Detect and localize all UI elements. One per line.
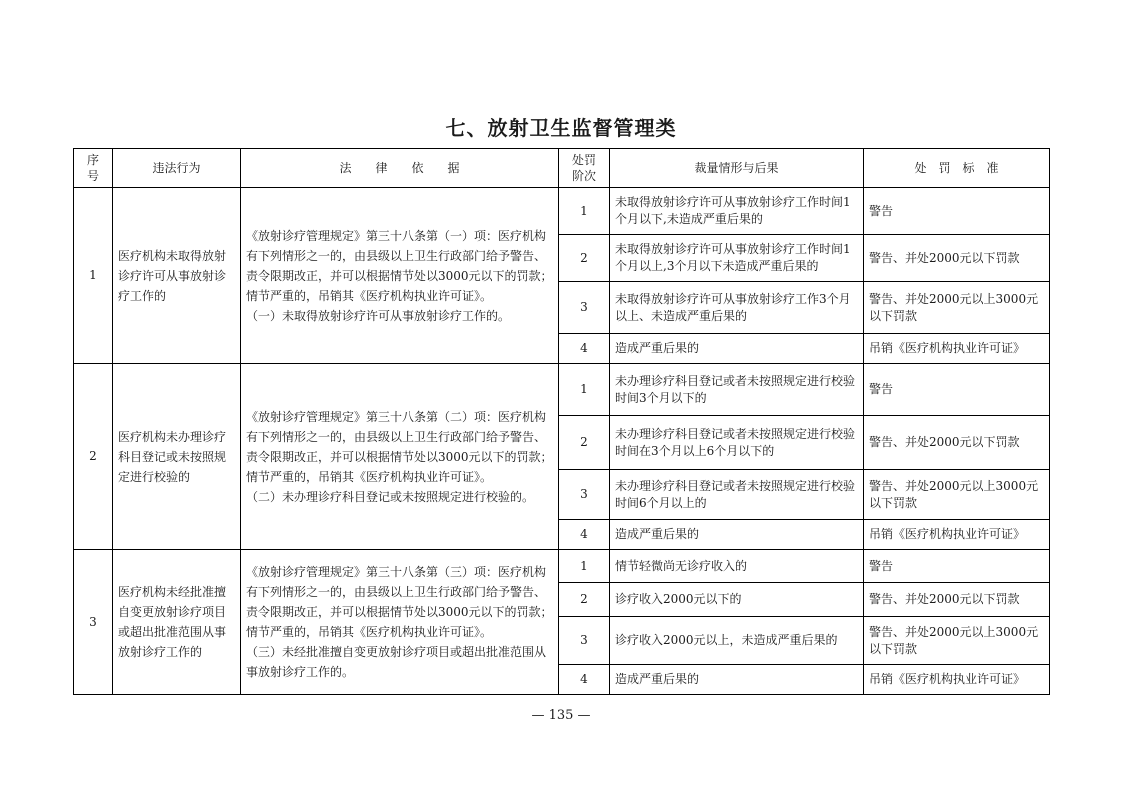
penalty-standard-cell: 警告、并处2000元以上3000元以下罚款 (864, 617, 1050, 665)
header-circumstance: 裁量情形与后果 (610, 149, 864, 188)
penalty-standard-cell: 警告、并处2000元以上3000元以下罚款 (864, 470, 1050, 520)
circumstance-cell: 未办理诊疗科目登记或者未按照规定进行校验时间在3个月以上6个月以下的 (610, 416, 864, 470)
page-number: — 135 — (531, 708, 591, 723)
penalty-standard-cell: 吊销《医疗机构执业许可证》 (864, 665, 1050, 695)
stage-cell: 1 (559, 364, 610, 416)
circumstance-cell: 造成严重后果的 (610, 334, 864, 364)
penalty-standard-cell: 警告 (864, 364, 1050, 416)
page-title: 七、放射卫生监督管理类 (445, 116, 677, 140)
circumstance-cell: 造成严重后果的 (610, 520, 864, 550)
circumstance-cell: 诊疗收入2000元以上，未造成严重后果的 (610, 617, 864, 665)
legal-basis-cell: 《放射诊疗管理规定》第三十八条第（三）项：医疗机构有下列情形之一的，由县级以上卫生行政部门给予警告、责令限期改正，并可以根据情节处以3000元以下的罚款；情节严重的，吊销其《医疗机构执业许可证》。 （三）未经批准擅自变更放射诊疗项目或超出批准范围从事放射诊疗工作的。 (241, 550, 559, 695)
circumstance-cell: 未办理诊疗科目登记或者未按照规定进行校验时间6个月以上的 (610, 470, 864, 520)
penalty-table (73, 148, 1050, 695)
stage-cell: 1 (559, 188, 610, 235)
penalty-standard-cell: 吊销《医疗机构执业许可证》 (864, 520, 1050, 550)
table-row (74, 364, 1050, 416)
circumstance-cell: 未取得放射诊疗许可从事放射诊疗工作3个月以上、未造成严重后果的 (610, 282, 864, 334)
penalty-standard-cell: 警告、并处2000元以下罚款 (864, 583, 1050, 617)
stage-cell: 4 (559, 520, 610, 550)
header-standard: 处 罚 标 准 (864, 149, 1050, 188)
circumstance-cell: 情节轻微尚无诊疗收入的 (610, 550, 864, 583)
table-row (74, 550, 1050, 583)
seq-cell: 2 (74, 364, 113, 550)
header-seq: 序号 (74, 149, 113, 188)
stage-cell: 3 (559, 282, 610, 334)
circumstance-cell: 未取得放射诊疗许可从事放射诊疗工作时间1个月以下,未造成严重后果的 (610, 188, 864, 235)
circumstance-cell: 未办理诊疗科目登记或者未按照规定进行校验时间3个月以下的 (610, 364, 864, 416)
violation-cell: 医疗机构未经批准擅自变更放射诊疗项目或超出批准范围从事放射诊疗工作的 (113, 550, 241, 695)
table-header-row (74, 149, 1050, 188)
stage-cell: 4 (559, 665, 610, 695)
legal-basis-cell: 《放射诊疗管理规定》第三十八条第（二）项：医疗机构有下列情形之一的，由县级以上卫生行政部门给予警告、责令限期改正，并可以根据情节处以3000元以下的罚款；情节严重的，吊销其《医疗机构执业许可证》。 （二）未办理诊疗科目登记或未按照规定进行校验的。 (241, 364, 559, 550)
penalty-standard-cell: 警告、并处2000元以下罚款 (864, 235, 1050, 282)
stage-cell: 2 (559, 416, 610, 470)
seq-cell: 1 (74, 188, 113, 364)
stage-cell: 2 (559, 583, 610, 617)
stage-cell: 1 (559, 550, 610, 583)
stage-cell: 4 (559, 334, 610, 364)
stage-cell: 2 (559, 235, 610, 282)
penalty-standard-cell: 吊销《医疗机构执业许可证》 (864, 334, 1050, 364)
seq-cell: 3 (74, 550, 113, 695)
header-basis: 法 律 依 据 (241, 149, 559, 188)
stage-cell: 3 (559, 617, 610, 665)
penalty-standard-cell: 警告、并处2000元以上3000元以下罚款 (864, 282, 1050, 334)
circumstance-cell: 造成严重后果的 (610, 665, 864, 695)
table-row (74, 188, 1050, 235)
circumstance-cell: 诊疗收入2000元以下的 (610, 583, 864, 617)
circumstance-cell: 未取得放射诊疗许可从事放射诊疗工作时间1个月以上,3个月以下未造成严重后果的 (610, 235, 864, 282)
penalty-standard-cell: 警告、并处2000元以下罚款 (864, 416, 1050, 470)
header-times: 处罚阶次 (559, 149, 610, 188)
stage-cell: 3 (559, 470, 610, 520)
penalty-standard-cell: 警告 (864, 550, 1050, 583)
header-behavior: 违法行为 (113, 149, 241, 188)
violation-cell: 医疗机构未办理诊疗科目登记或未按照规定进行校验的 (113, 364, 241, 550)
penalty-standard-cell: 警告 (864, 188, 1050, 235)
legal-basis-cell: 《放射诊疗管理规定》第三十八条第（一）项：医疗机构有下列情形之一的，由县级以上卫生行政部门给予警告、责令限期改正，并可以根据情节处以3000元以下的罚款；情节严重的，吊销其《医疗机构执业许可证》。 （一）未取得放射诊疗许可从事放射诊疗工作的。 (241, 188, 559, 364)
violation-cell: 医疗机构未取得放射诊疗许可从事放射诊疗工作的 (113, 188, 241, 364)
